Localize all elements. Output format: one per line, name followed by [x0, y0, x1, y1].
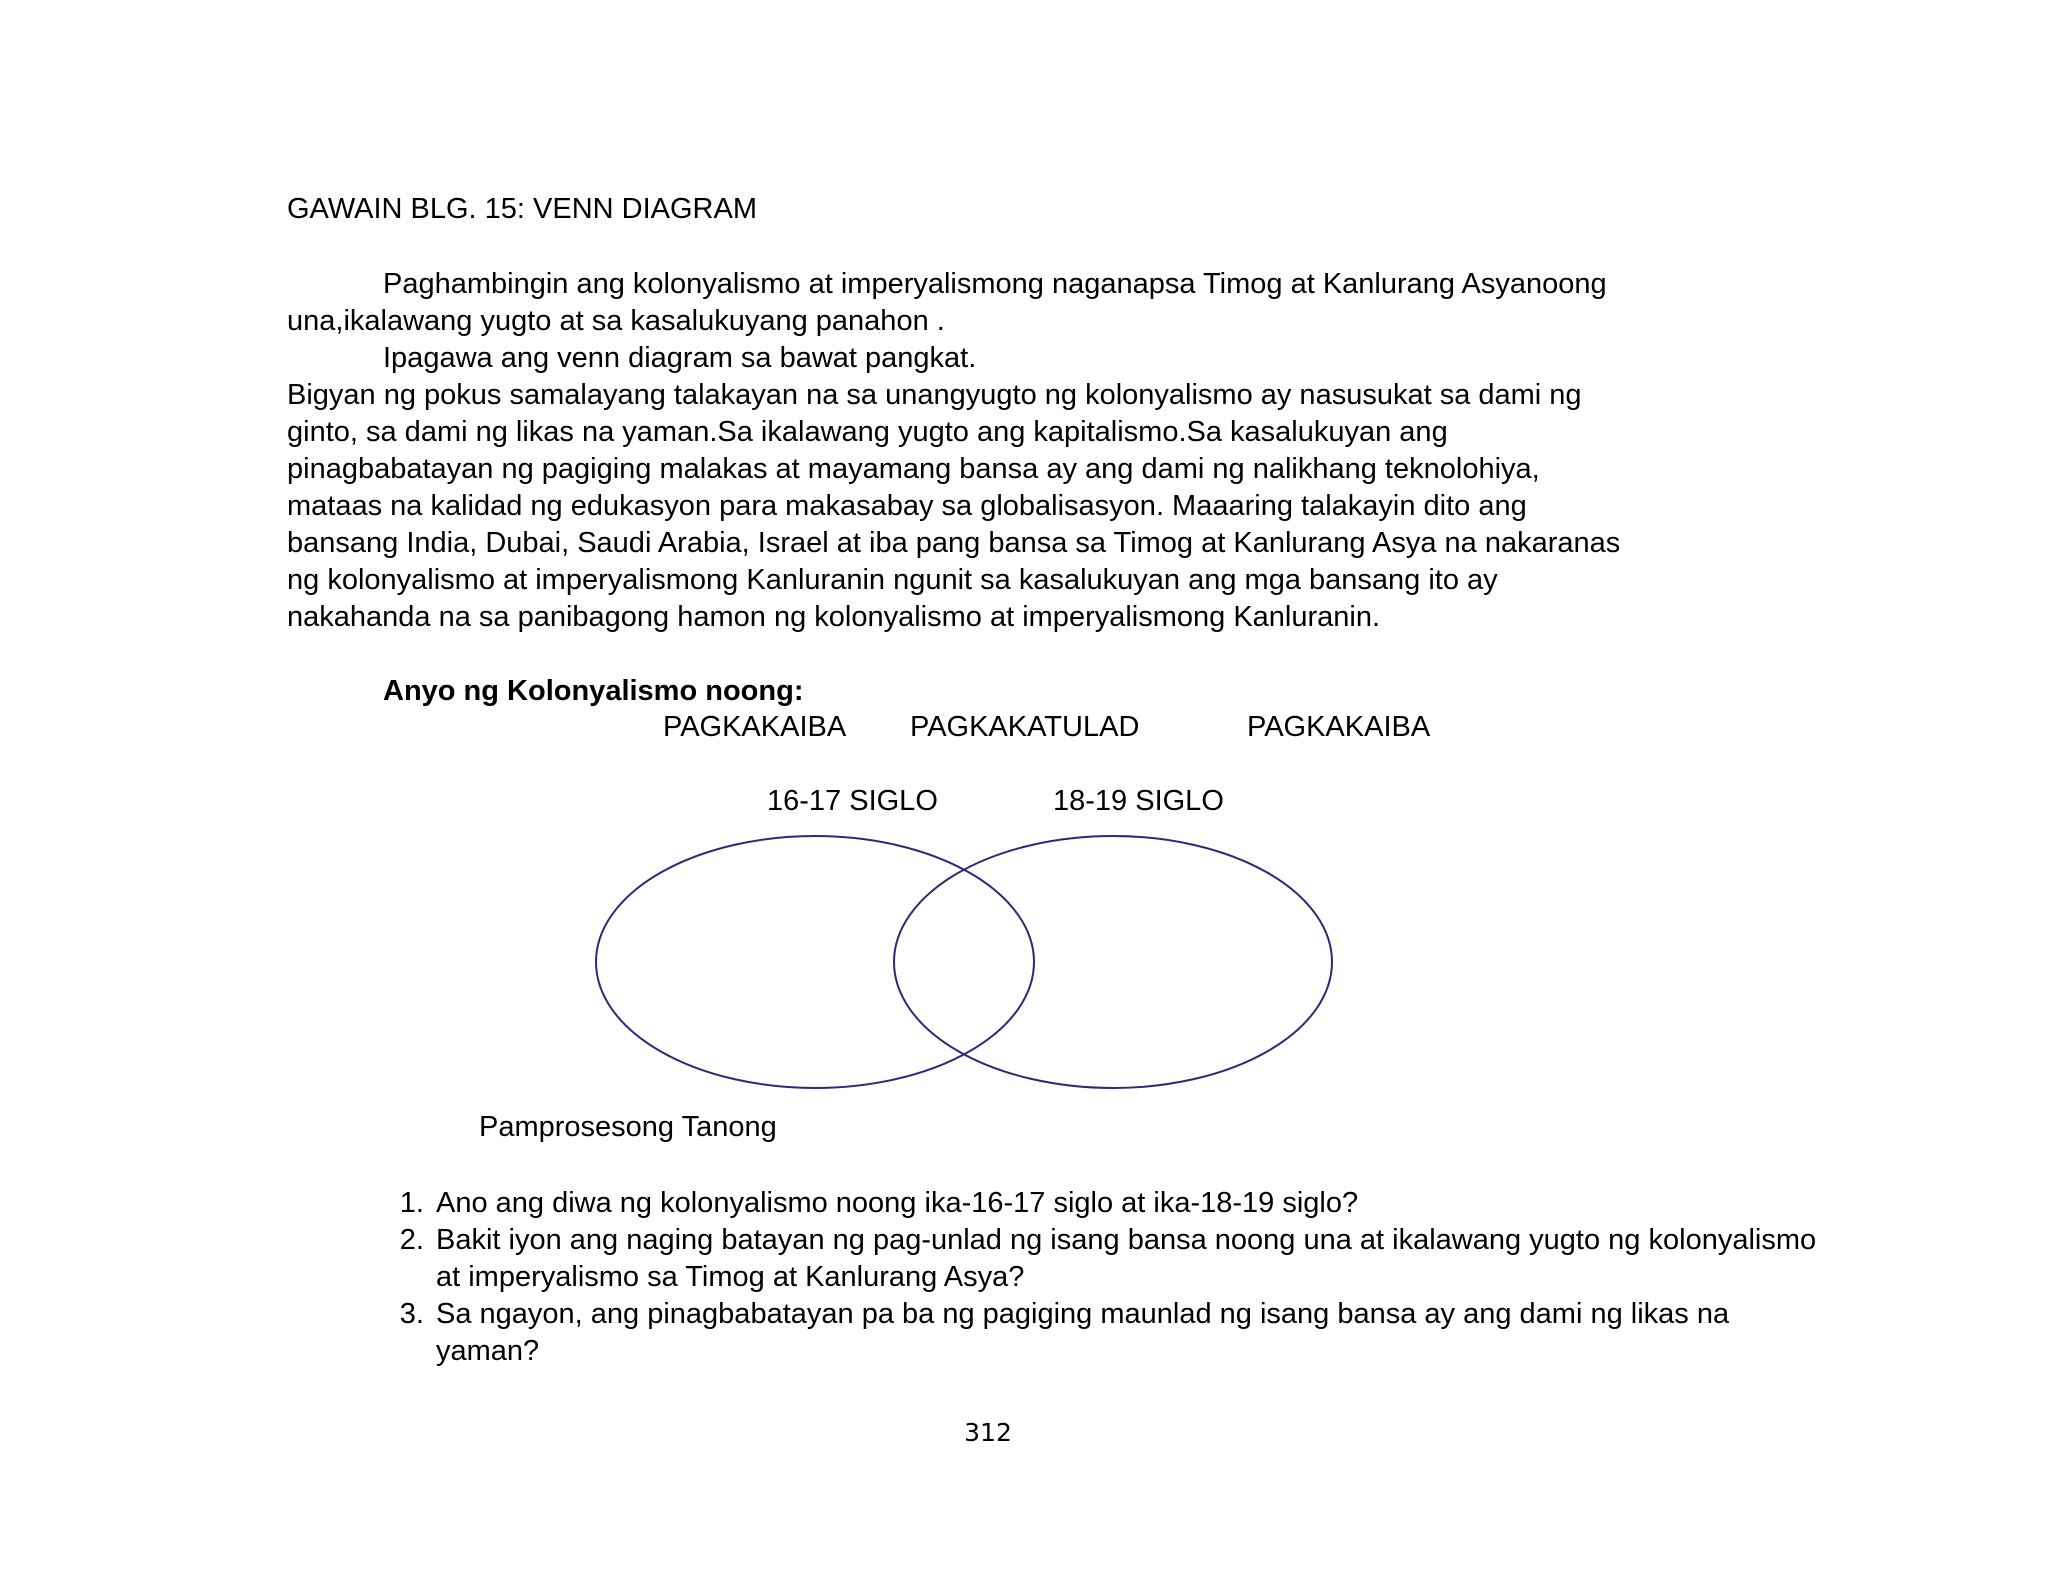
venn-diagram	[590, 830, 1350, 1100]
questions-title: Pamprosesong Tanong	[479, 1111, 777, 1143]
venn-right-label: 18-19 SIGLO	[1053, 785, 1224, 817]
paragraph-line: una,ikalawang yugto at sa kasalukuyang panahon .	[287, 305, 945, 337]
list-item: 3. Sa ngayon, ang pinagbabatayan pa ba ng pagiging maunlad ng isang bansa ay ang dami ng likas na yaman?	[432, 1296, 1832, 1370]
venn-title: Anyo ng Kolonyalismo noong:	[383, 675, 804, 707]
venn-left-circle	[596, 836, 1034, 1088]
list-item: 1. Ano ang diwa ng kolonyalismo noong ika-16-17 siglo at ika-18-19 siglo?	[432, 1185, 1832, 1222]
paragraph-line: Bigyan ng pokus samalayang talakayan na sa unangyugto ng kolonyalismo ay nasusukat sa dami ng	[287, 379, 1582, 411]
venn-left-header: PAGKAKAIBA	[663, 711, 847, 743]
question-list	[385, 1185, 1832, 1370]
page-number: 312	[964, 1418, 1012, 1447]
paragraph-line: ginto, sa dami ng likas na yaman.Sa ikalawang yugto ang kapitalismo.Sa kasalukuyan ang	[287, 416, 1448, 448]
venn-right-circle	[894, 836, 1332, 1088]
paragraph-line: Ipagawa ang venn diagram sa bawat pangkat.	[383, 342, 977, 374]
activity-heading: GAWAIN BLG. 15: VENN DIAGRAM	[287, 193, 758, 225]
paragraph-line: nakahanda na sa panibagong hamon ng kolonyalismo at imperyalismong Kanluranin.	[287, 601, 1381, 633]
paragraph-line: bansang India, Dubai, Saudi Arabia, Israel at iba pang bansa sa Timog at Kanlurang Asya na nakaranas	[287, 527, 1621, 559]
venn-middle-header: PAGKAKATULAD	[910, 711, 1140, 743]
venn-left-label: 16-17 SIGLO	[767, 785, 938, 817]
paragraph-line: pinagbabatayan ng pagiging malakas at mayamang bansa ay ang dami ng nalikhang teknolohiya,	[287, 453, 1540, 485]
paragraph-line: mataas na kalidad ng edukasyon para makasabay sa globalisasyon. Maaaring talakayin dito ang	[287, 490, 1527, 522]
venn-right-header: PAGKAKAIBA	[1247, 711, 1431, 743]
paragraph-line: Paghambingin ang kolonyalismo at imperyalismong naganapsa Timog at Kanlurang Asyanoong	[383, 268, 1607, 300]
list-item: 2. Bakit iyon ang naging batayan ng pag-unlad ng isang bansa noong una at ikalawang yugto ng kolonyalismo at imperyalismo sa Timog at Kanlurang Asya?	[432, 1222, 1832, 1296]
paragraph-line: ng kolonyalismo at imperyalismong Kanluranin ngunit sa kasalukuyan ang mga bansang ito ay	[287, 564, 1498, 596]
